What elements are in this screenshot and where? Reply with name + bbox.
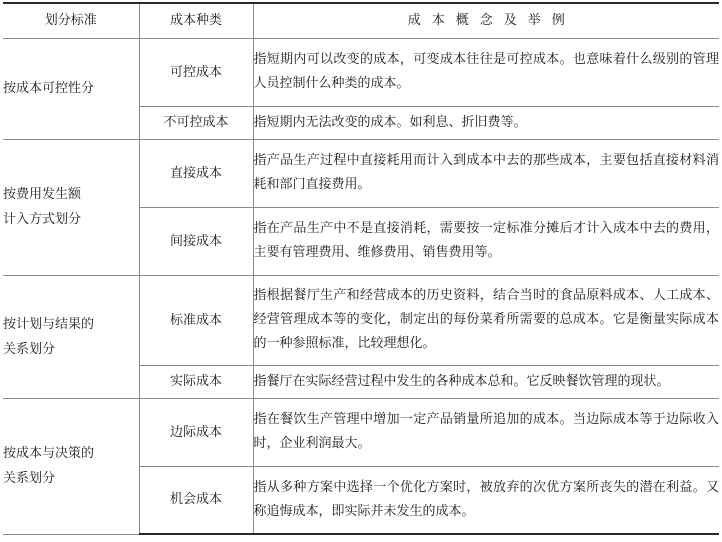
description-cell: 指在产品生产中不是直接消耗，需要按一定标准分摊后才计入成本中去的费用，主要有管理费用、维修费用、销售费用等。 xyxy=(253,207,719,275)
description-cell: 指短期内无法改变的成本。如利息、折旧费等。 xyxy=(253,106,719,139)
table-row xyxy=(3,275,719,365)
standard-line: 计入方式划分 xyxy=(3,212,82,227)
description-cell: 指根据餐厅生产和经营成本的历史资料，结合当时的食品原料成本、人工成本、经营管理成本等的变化，制定出的每份菜肴所需要的总成本。它是衡量实际成本的一种参照标准，比较理想化。 xyxy=(253,275,719,365)
header-description-text: 成本概念及举例 xyxy=(407,13,576,29)
table-row xyxy=(3,398,719,466)
cost-type-cell: 边际成本 xyxy=(139,398,253,466)
description-cell: 指餐厅在实际经营过程中发生的各种成本总和。它反映餐饮管理的现状。 xyxy=(253,365,719,398)
description-cell: 指产品生产过程中直接耗用而计入到成本中去的那些成本，主要包括直接材料消耗和部门直接费用。 xyxy=(253,139,719,207)
standard-cell xyxy=(3,398,139,534)
standard-line: 按费用发生额 xyxy=(3,187,82,202)
standard-cell xyxy=(3,139,139,275)
description-cell: 指在餐饮生产管理中增加一定产品销量所追加的成本。当边际成本等于边际收入时，企业利润最大。 xyxy=(253,398,719,466)
cost-classification-table xyxy=(3,2,719,535)
cost-type-cell: 标准成本 xyxy=(139,275,253,365)
standard-line: 关系划分 xyxy=(3,341,56,357)
table-row xyxy=(3,139,719,207)
header-description xyxy=(253,3,719,38)
cost-type-cell: 不可控成本 xyxy=(139,106,253,139)
standard-cell xyxy=(3,275,139,398)
cost-type-cell: 实际成本 xyxy=(139,365,253,398)
cost-type-cell: 直接成本 xyxy=(139,139,253,207)
header-standard: 划分标准 xyxy=(3,3,139,38)
cost-type-cell: 间接成本 xyxy=(139,207,253,275)
cost-type-cell: 可控成本 xyxy=(139,38,253,106)
standard-line: 关系划分 xyxy=(3,471,56,486)
standard-line: 按成本可控性分 xyxy=(3,81,95,96)
standard-line: 按计划与结果的 xyxy=(3,316,95,332)
cost-type-cell: 机会成本 xyxy=(139,466,253,534)
header-cost-type: 成本种类 xyxy=(139,3,253,38)
standard-cell xyxy=(3,38,139,139)
header-row xyxy=(3,3,719,38)
standard-line: 按成本与决策的 xyxy=(3,446,95,461)
table-row xyxy=(3,38,719,106)
description-cell: 指短期内可以改变的成本，可变成本往往是可控成本。也意味着什么级别的管理人员控制什么种类的成本。 xyxy=(253,38,719,106)
description-cell: 指从多种方案中选择一个优化方案时，被放弃的次优方案所丧失的潜在利益。又称追悔成本，即实际并未发生的成本。 xyxy=(253,466,719,534)
